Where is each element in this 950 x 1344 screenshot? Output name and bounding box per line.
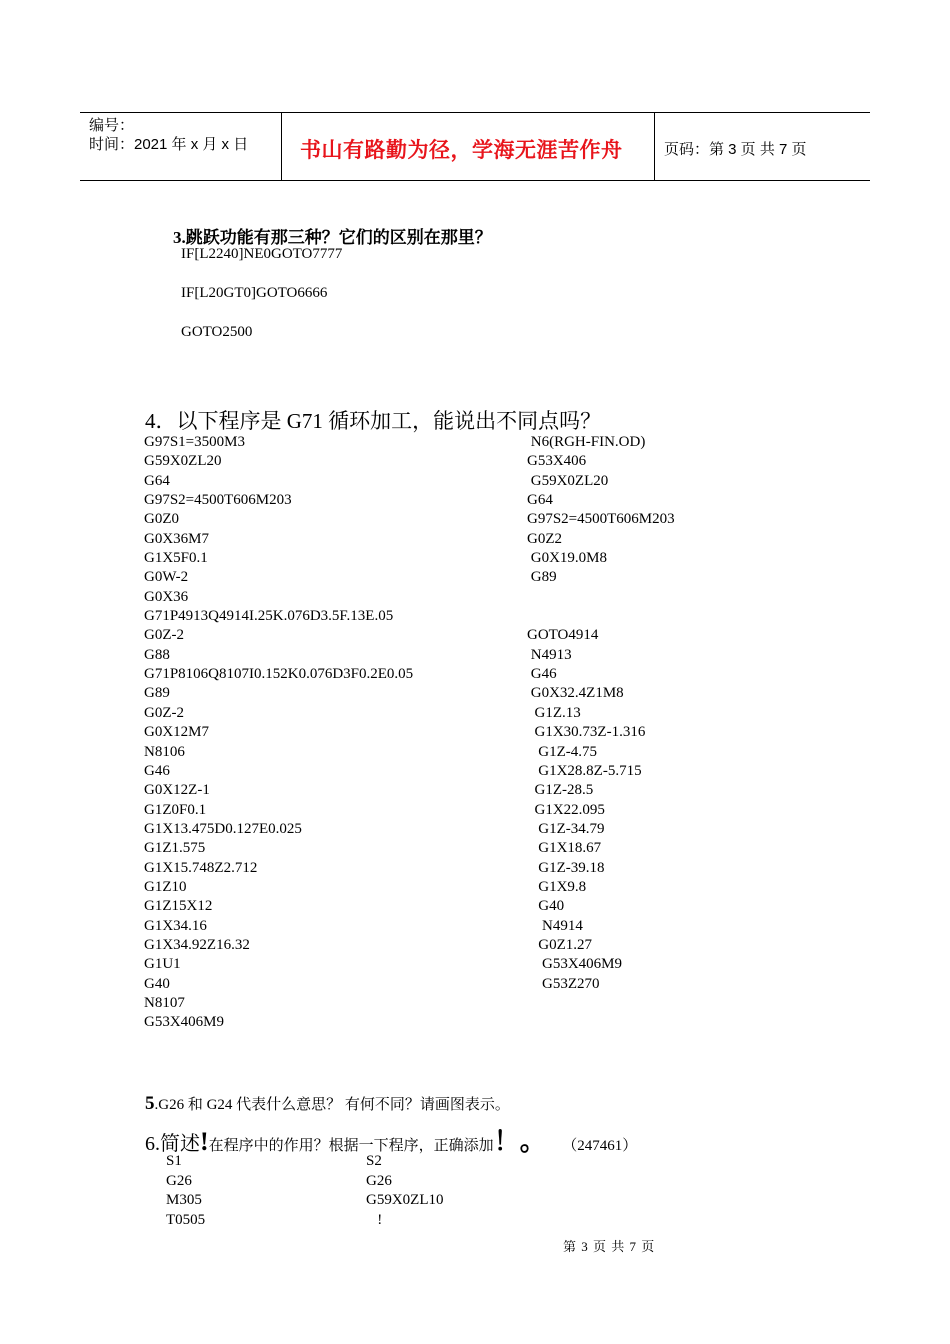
program-line: G89	[527, 569, 557, 586]
program-line: G89	[144, 685, 170, 702]
program-line: G46	[144, 762, 170, 779]
program-line: G0Z-2	[144, 627, 184, 644]
program-line: G1Z-28.5	[527, 782, 594, 799]
question-3-title: 3.跳跃功能有那三种？它们的区别在那里？	[173, 228, 492, 247]
program-line	[527, 607, 675, 626]
program-line: G64	[527, 492, 553, 509]
question-5	[145, 1093, 510, 1115]
program-line: G1X28.8Z-5.715	[527, 762, 642, 779]
program-line: G1X30.73Z-1.316	[527, 724, 646, 741]
program-line: G1Z1.575	[144, 840, 206, 857]
program-line: G71P4913Q4914I.25K.076D3.5F.13E.05	[144, 608, 394, 625]
program-line: N6(RGH-FIN.OD)	[527, 434, 646, 450]
program-line: G46	[527, 666, 557, 683]
program-line: G97S2=4500T606M203	[527, 511, 675, 528]
header-meta	[89, 116, 248, 154]
program-line: G1X18.67	[527, 840, 602, 857]
q6-number: 6.简述	[145, 1133, 200, 1155]
s1-listing	[166, 1152, 205, 1230]
program-line: G1Z.13	[527, 704, 581, 721]
program-line: N4913	[527, 646, 572, 663]
q6-text: 在程序中的作用？根据一下程序，正确添加	[208, 1138, 494, 1154]
header-page-label: 页码：第 3 页 共 7 页	[664, 141, 807, 158]
program-line: G0W-2	[144, 569, 189, 586]
program-line: G1X15.748Z2.712	[144, 859, 258, 876]
header-top-rule	[80, 112, 870, 113]
program-line: G53Z270	[527, 975, 600, 992]
s2-line: S2	[366, 1153, 382, 1169]
program-line: G0X19.0M8	[527, 550, 608, 567]
s2-line: !	[366, 1211, 383, 1228]
program-line: G0Z0	[144, 511, 179, 528]
header-time-label: 时间：2021 年 x 月 x 日	[89, 136, 249, 153]
program-line: N8106	[144, 743, 185, 760]
q6-bang: ！	[493, 1127, 520, 1156]
program-line: G0X12M7	[144, 724, 210, 741]
s2-line: G26	[366, 1172, 392, 1189]
s1-line: S1	[166, 1153, 182, 1169]
program-line: G1U1	[144, 956, 181, 973]
q5-number: 5	[145, 1093, 155, 1114]
program-line: G64	[144, 472, 170, 489]
program-line: G0Z1.27	[527, 936, 592, 953]
program-listing-left	[144, 433, 413, 1033]
q3-code-line: IF[L20GT0]GOTO6666	[181, 285, 328, 301]
program-line: N8107	[144, 994, 185, 1011]
program-line: G59X0ZL20	[144, 453, 222, 470]
program-line: G1X34.92Z16.32	[144, 936, 250, 953]
program-line: G40	[527, 898, 565, 915]
s2-line: G59X0ZL10	[366, 1192, 444, 1208]
question-4-title: 4．以下程序是 G71 循环加工，能说出不同点吗？	[145, 409, 602, 433]
program-line: N4914	[527, 917, 583, 934]
program-line: G1X34.16	[144, 917, 207, 934]
q6-period: 。	[519, 1127, 546, 1156]
program-line: G1Z0F0.1	[144, 801, 207, 818]
header-divider-left	[281, 112, 282, 181]
program-line: G0X12Z-1	[144, 782, 210, 799]
s1-line: T0505	[166, 1211, 206, 1228]
program-listing-right	[527, 433, 675, 994]
program-line: G1Z10	[144, 878, 187, 895]
program-line: G0X36M7	[144, 530, 210, 547]
program-line: G53X406M9	[527, 956, 623, 973]
program-line: G1X9.8	[527, 878, 587, 895]
program-line: G1Z-4.75	[527, 743, 597, 760]
program-line: G1X5F0.1	[144, 550, 208, 567]
program-line	[527, 588, 675, 607]
program-line: G0Z-2	[144, 704, 184, 721]
program-line: G1Z15X12	[144, 898, 213, 915]
program-line: G0X32.4Z1M8	[527, 685, 624, 702]
program-line: G1Z-39.18	[527, 859, 605, 876]
s2-listing	[366, 1152, 444, 1230]
header-motto: 书山有路勤为径，学海无涯苦作舟	[300, 139, 623, 162]
program-line: G53X406M9	[144, 1014, 225, 1031]
program-line: G1X22.095	[527, 801, 605, 818]
program-line: G71P8106Q8107I0.152K0.076D3F0.2E0.05	[144, 666, 414, 683]
header-number-label: 编号：	[89, 117, 135, 134]
page-footer: 第 3 页 共 7 页	[563, 1239, 656, 1254]
program-line: G1X13.475D0.127E0.025	[144, 820, 302, 837]
program-line: G88	[144, 646, 170, 663]
program-line: G53X406	[527, 453, 587, 470]
program-line: G97S2=4500T606M203	[144, 492, 292, 509]
program-line: G0X36	[144, 588, 189, 605]
q6-bang: !	[200, 1127, 209, 1156]
s1-line: M305	[166, 1192, 202, 1208]
q3-code-line: GOTO2500	[181, 324, 253, 340]
q6-code: （247461）	[569, 1138, 638, 1154]
s1-line: G26	[166, 1172, 192, 1189]
q5-text: .G26 和 G24 代表什么意思？ 有何不同？请画图表示。	[154, 1097, 510, 1113]
header-bottom-rule	[80, 180, 870, 181]
program-line: GOTO4914	[527, 627, 599, 644]
program-line: G97S1=3500M3	[144, 434, 245, 450]
program-line: G0Z2	[527, 530, 562, 547]
header-divider-right	[654, 112, 655, 181]
program-line: G59X0ZL20	[527, 472, 609, 489]
program-line: G1Z-34.79	[527, 820, 605, 837]
q3-code-line: IF[L2240]NE0GOTO7777	[181, 246, 343, 262]
program-line: G40	[144, 975, 170, 992]
